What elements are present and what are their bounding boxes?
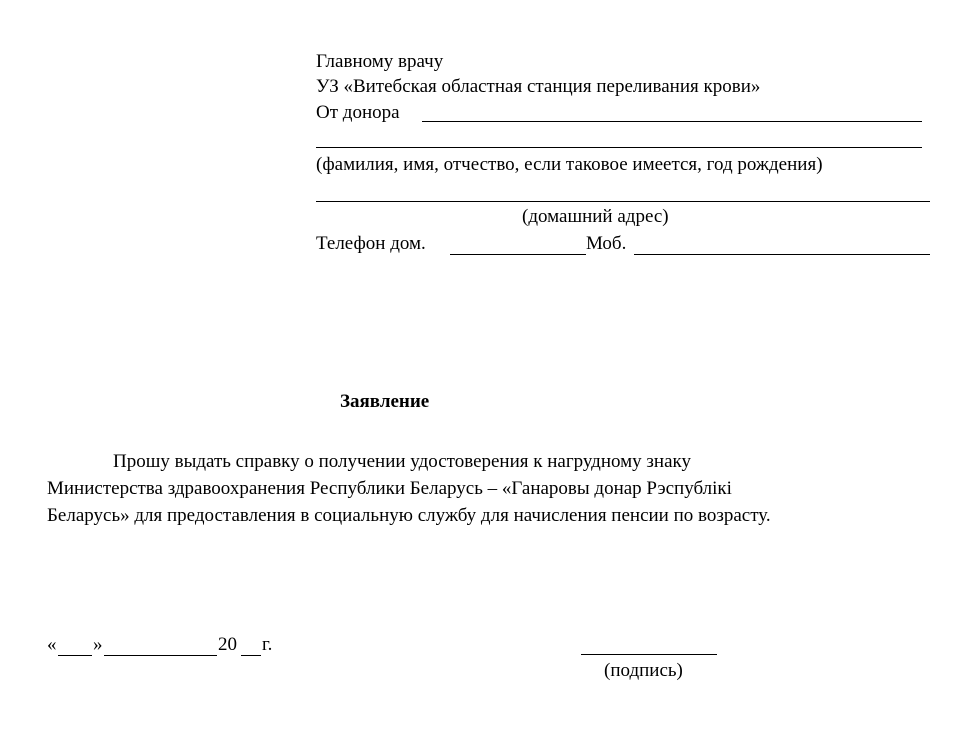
addressee-line-2: УЗ «Витебская областная станция переливания крови» [316,76,761,97]
date-year-field[interactable] [241,655,261,656]
date-month-field[interactable] [104,655,217,656]
donor-name-field[interactable] [422,121,922,122]
addressee-line-1: Главному врачу [316,51,444,72]
signature-field[interactable] [581,654,717,655]
phone-home-field[interactable] [450,254,586,255]
date-year-suffix: г. [262,634,273,655]
donor-name-field-line-2[interactable] [316,147,922,148]
date-year-prefix: 20 [218,634,237,655]
name-caption: (фамилия, имя, отчество, если таковое имеется, год рождения) [316,154,823,175]
body-line-3: Беларусь» для предоставления в социальную службу для начисления пенсии по возрасту. [47,505,771,526]
phone-home-label: Телефон дом. [316,233,426,254]
phone-mobile-label: Моб. [586,233,627,254]
document-title: Заявление [340,391,430,412]
date-close-quote: » [93,634,103,655]
from-donor-label: От донора [316,102,400,123]
body-line-1: Прошу выдать справку о получении удостоверения к нагрудному знаку [113,451,691,472]
date-open-quote: « [47,634,57,655]
signature-caption: (подпись) [604,660,683,681]
date-day-field[interactable] [58,655,92,656]
home-address-field[interactable] [316,201,930,202]
address-caption: (домашний адрес) [522,206,669,227]
body-line-2: Министерства здравоохранения Республики Беларусь – «Ганаровы донар Рэспублікі [47,478,732,499]
phone-mobile-field[interactable] [634,254,930,255]
